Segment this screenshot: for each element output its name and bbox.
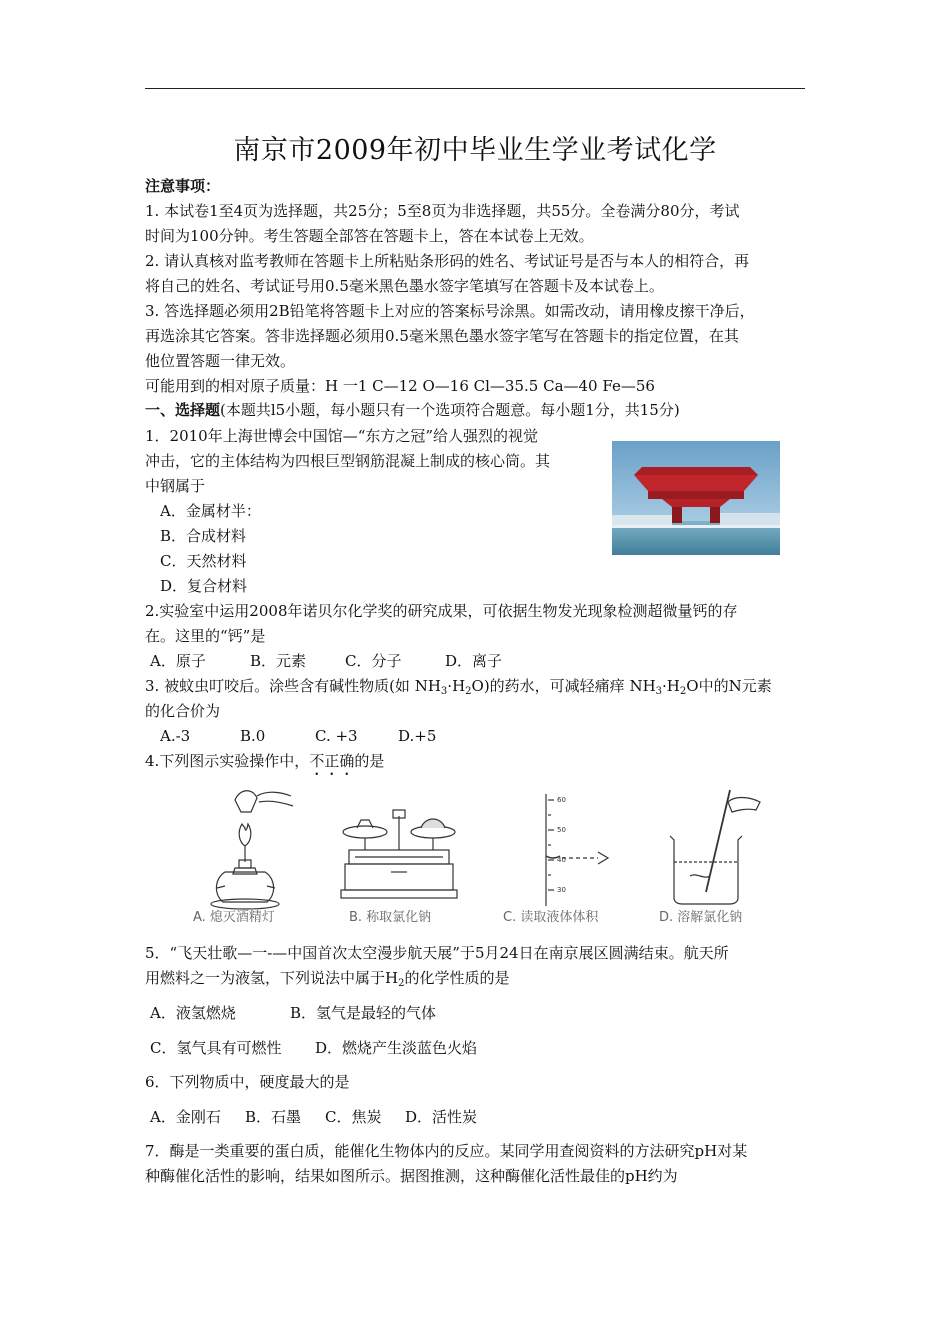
q4-stem-post: 的是 bbox=[354, 752, 385, 770]
q2-option-a: A．原子 bbox=[150, 652, 206, 670]
q2-option-b: B．元素 bbox=[250, 652, 307, 670]
q5-option-c: C．氢气具有可燃性 bbox=[150, 1039, 282, 1057]
q3-sub-3a: 3 bbox=[440, 686, 448, 697]
q5-stem-post: 的化学性质的是 bbox=[404, 969, 510, 987]
q1-option-a: A．金属材半： bbox=[160, 502, 261, 520]
scale-label-60: 60 bbox=[557, 796, 566, 804]
q5-stem-line-2 bbox=[145, 966, 509, 996]
caption-c: C. 读取液体体积 bbox=[503, 910, 599, 925]
q3-option-b: B.0 bbox=[240, 727, 266, 745]
q3-option-c: C. +3 bbox=[315, 727, 358, 745]
q3-option-d: D.+5 bbox=[398, 727, 437, 745]
exam-title: 南京市2009年初中毕业生学业考试化学 bbox=[233, 135, 717, 166]
q1-stem-line-1: 1．2010年上海世博会中国馆—“东方之冠”给人强烈的视觉 bbox=[145, 427, 539, 445]
q3-stem-line-1 bbox=[145, 674, 772, 704]
china-pavilion-photo bbox=[612, 441, 780, 555]
q1-option-b: B．合成材料 bbox=[160, 527, 247, 545]
notice-item-3-line-1: 3. 答选择题必须用2B铅笔将答题卡上对应的答案标号涂黑。如需改动，请用橡皮擦干净后， bbox=[145, 302, 755, 320]
q3-sub-2a: 2 bbox=[465, 686, 472, 697]
q7-stem-line-1: 7．酶是一类重要的蛋白质，能催化生物体内的反应。某同学用查阅资料的方法研究pH对某 bbox=[145, 1142, 748, 1160]
q2-option-c: C．分子 bbox=[345, 652, 402, 670]
q3-text-2: ·H bbox=[447, 677, 466, 695]
q2-option-d: D．离子 bbox=[445, 652, 503, 670]
q6-option-d: D．活性炭 bbox=[405, 1108, 478, 1126]
notice-item-3-line-2: 再选涂其它答案。答非选择题必须用0.5毫米黑色墨水签字笔写在答题卡的指定位置，在其 bbox=[145, 327, 739, 345]
header-rule bbox=[145, 88, 805, 89]
notice-item-1-line-1: 1. 本试卷1至4页为选择题，共25分；5至8页为非选择题，共55分。全卷满分80分，考试 bbox=[145, 202, 740, 220]
notice-item-2-line-2: 将自己的姓名、考试证号用0.5毫米黑色墨水签字笔填写在答题卡及本试卷上。 bbox=[145, 277, 664, 295]
q5-stem-pre: 用燃料之一为液氢，下列说法中属于H bbox=[145, 969, 399, 987]
q4-stem-emphasis: 不正确 bbox=[309, 752, 355, 770]
q3-option-a: A.-3 bbox=[160, 727, 191, 745]
q1-option-d: D．复合材料 bbox=[160, 577, 248, 595]
q5-stem-line-1: 5．“飞天壮歌—一-—中国首次太空漫步航天展”于5月24日在南京展区圆满结束。航天所 bbox=[145, 944, 729, 962]
scale-label-30: 30 bbox=[557, 886, 566, 894]
caption-a: A. 熄灭酒精灯 bbox=[193, 910, 275, 925]
q1-stem-line-2: 冲击，它的主体结构为四根巨型钢筋混凝上制成的核心筒。其 bbox=[145, 452, 551, 470]
q3-text-1: 3. 被蚊虫叮咬后。涂些含有碱性物质(如 NH bbox=[145, 677, 441, 695]
notice-item-1-line-2: 时间为100分钟。考生答题全部答在答题卡上，答在本试卷上无效。 bbox=[145, 227, 594, 245]
q1-option-c: C．天然材料 bbox=[160, 552, 247, 570]
notice-item-3-line-3: 他位置答题一律无效。 bbox=[145, 352, 296, 370]
q2-stem-line-2: 在。这里的“钙”是 bbox=[145, 627, 266, 645]
q6-stem: 6．下列物质中，硬度最大的是 bbox=[145, 1073, 350, 1091]
q6-option-c: C．焦炭 bbox=[325, 1108, 382, 1126]
atomic-masses: 可能用到的相对原子质量：H 一1 C—12 O—16 Cl—35.5 Ca—40 Fe—56 bbox=[145, 377, 655, 395]
q3-text-3: O)的药水，可减轻痛痒 NH bbox=[471, 677, 656, 695]
q3-sub-2b: 2 bbox=[679, 686, 687, 697]
notice-heading: 注意事项： bbox=[145, 177, 221, 195]
q2-stem-line-1: 2.实验室中运用2008年诺贝尔化学奖的研究成果，可依据生物发光现象检测超微量钙的存 bbox=[145, 602, 738, 620]
q5-stem-sub: 2 bbox=[398, 978, 405, 989]
caption-d: D. 溶解氯化钠 bbox=[659, 910, 743, 925]
q4-stem bbox=[145, 749, 384, 779]
q3-text-4: ·H bbox=[662, 677, 680, 695]
section-1-desc: (本题共l5小题，每小题只有一个选项符合题意。每小题1分，共15分) bbox=[220, 401, 680, 419]
q5-option-a: A．液氢燃烧 bbox=[150, 1004, 236, 1022]
q6-option-b: B．石墨 bbox=[245, 1108, 302, 1126]
section-1-label: 一、选择题 bbox=[145, 401, 221, 419]
q3-text-5: O中的N元素 bbox=[686, 677, 772, 695]
q3-sub-3b: 3 bbox=[655, 686, 663, 697]
section-1-heading bbox=[145, 398, 680, 422]
q5-option-d: D．燃烧产生淡蓝色火焰 bbox=[315, 1039, 478, 1057]
q4-stem-pre: 4.下列图示实验操作中， bbox=[145, 752, 310, 770]
caption-b: B. 称取氯化钠 bbox=[349, 910, 432, 925]
notice-item-2-line-1: 2. 请认真核对监考教师在答题卡上所粘贴条形码的姓名、考试证号是否与本人的相符合，再 bbox=[145, 252, 750, 270]
q7-stem-line-2: 种酶催化活性的影响，结果如图所示。据图推测，这种酶催化活性最佳的pH约为 bbox=[145, 1167, 678, 1185]
q6-option-a: A．金刚石 bbox=[150, 1108, 221, 1126]
scale-label-50: 50 bbox=[557, 826, 566, 834]
q3-stem-line-2: 的化合价为 bbox=[145, 702, 221, 720]
scale-label-40: 40 bbox=[557, 856, 566, 864]
q5-option-b: B．氢气是最轻的气体 bbox=[290, 1004, 437, 1022]
q1-stem-line-3: 中钢属于 bbox=[145, 477, 206, 495]
